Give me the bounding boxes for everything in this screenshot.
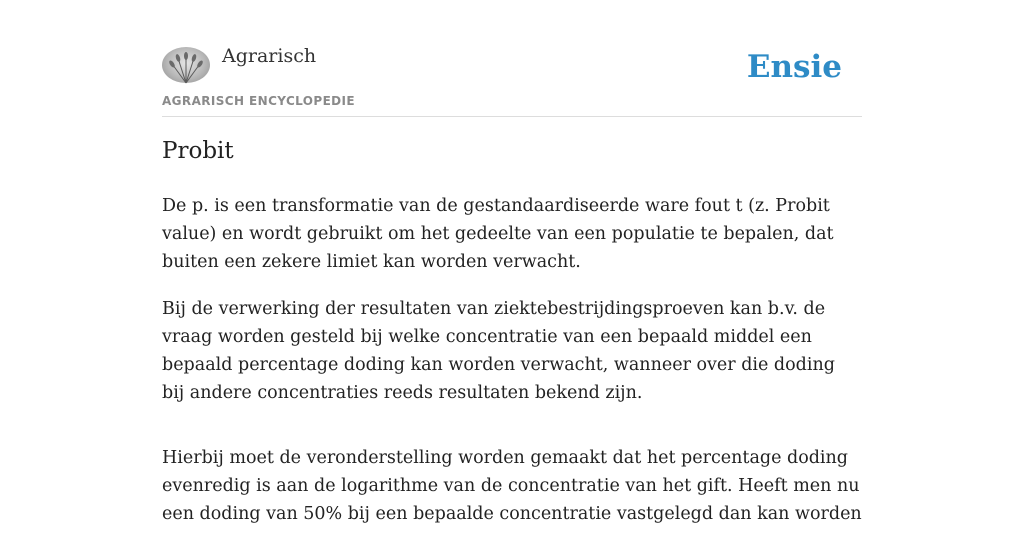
ensie-brand-link[interactable]: Ensie: [746, 49, 842, 85]
dictionary-name[interactable]: Agrarisch: [222, 45, 317, 67]
dictionary-subtitle: AGRARISCH ENCYCLOPEDIE: [162, 94, 355, 108]
content-container: [162, 0, 862, 524]
dictionary-header: [162, 0, 862, 117]
article-title: Probit: [162, 138, 234, 164]
article-paragraph: De p. is een transformatie van de gestandaardiseerde ware fout t (z. Probit value) en wordt gebruikt om het gedeelte van een populatie te bepalen, dat buiten een zekere limiet kan worden verwacht.: [162, 196, 834, 272]
article-paragraph: Bij de verwerking der resultaten van ziektebestrijdingsproeven kan b.v. de vraag worden gesteld bij welke concentratie van een bepaald middel een bepaald percentage doding kan worden verwacht, wanneer over die doding bij andere concentraties reeds resultaten bekend zijn.: [162, 299, 835, 403]
article-paragraph: Hierbij moet de veronderstelling worden gemaakt dat het percentage doding evenredig is aan de logarithme van de concentratie van het gift. Heeft men nu een doding van 50% bij een bepaalde concentratie vastgelegd dan kan worden: [162, 448, 862, 524]
wheat-logo-icon[interactable]: [162, 47, 210, 83]
article-body: [162, 192, 862, 547]
